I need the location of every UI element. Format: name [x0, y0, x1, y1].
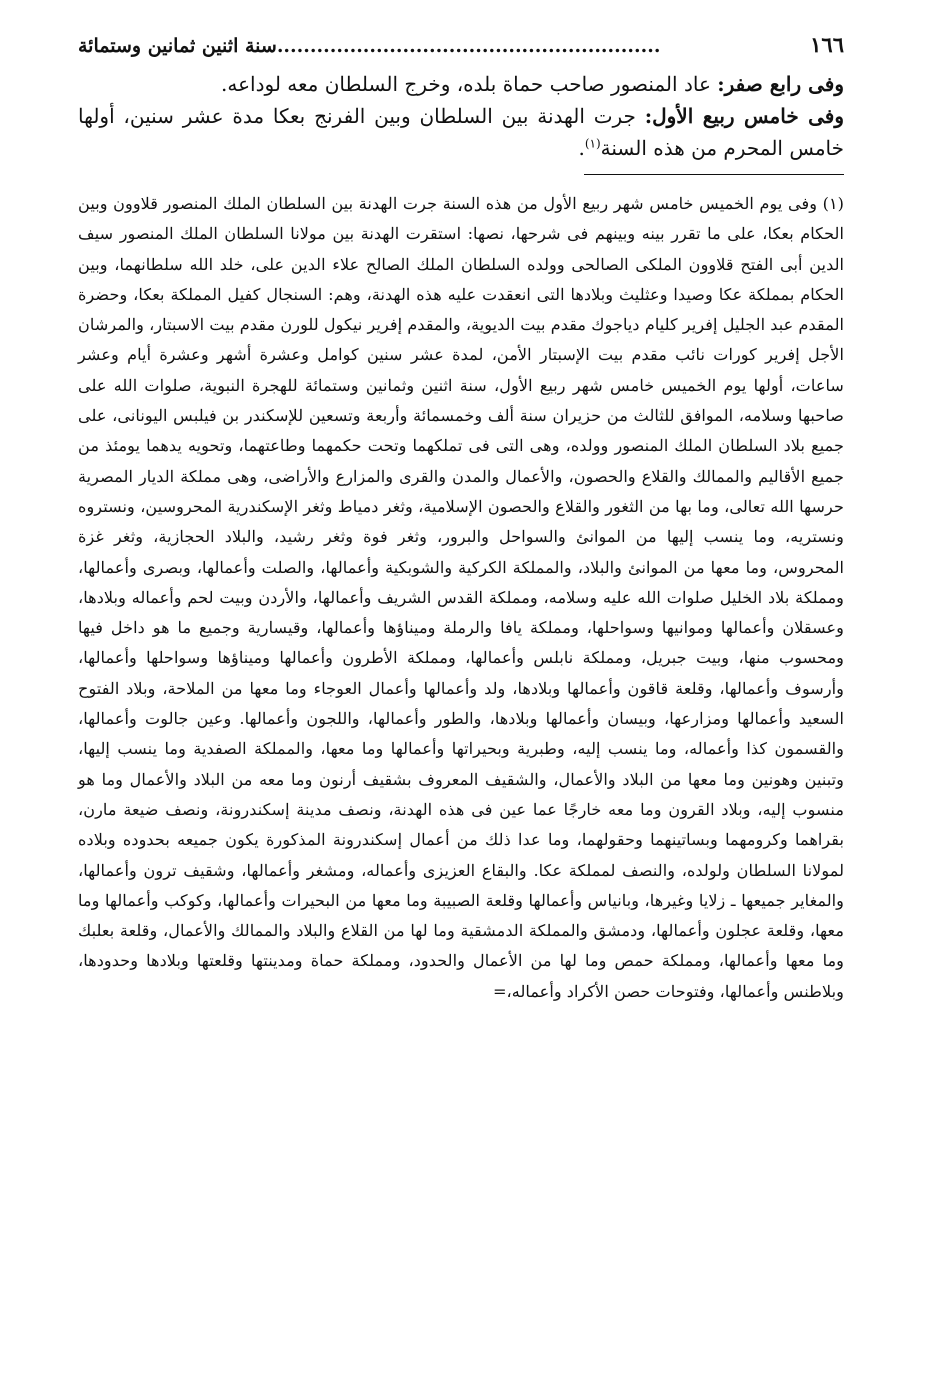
running-title: [78, 31, 660, 60]
footnote-reference[interactable]: (١): [584, 136, 601, 151]
footnote-separator: [584, 174, 844, 175]
main-text: [78, 68, 844, 164]
paragraph-rabi: [78, 100, 844, 164]
header-dots: ..........................................................: [276, 35, 661, 57]
paragraph-text: جرت الهدنة بين السلطان وبين الفرنج بعكا مدة عشر سنين، أولها خامس المحرم من هذه السنة: [78, 104, 844, 160]
paragraph-text: عاد المنصور صاحب حماة بلده، وخرج السلطان معه لوداعه.: [221, 72, 718, 96]
page-number: ١٦٦: [810, 32, 844, 57]
footnote-text: (١) وفى يوم الخميس خامس شهر ربيع الأول من هذه السنة جرت الهدنة بين السلطان الملك المنصور قلاوون وبين الحكام بعكا، على ما تقرر بينه وبينهم فى شرحها، نصها: استقرت الهدنة بين مولانا السلطان الملك المنصور سيف الدين أبى الفتح قلاوون الملكى الصالحى وولده السلطان الملك الصالح علاء الدين على، خلد الله سلطانهما، وبين الحكام بمملكة عكا وصيدا وعثليث وبلادها التى انعقدت عليه هذه الهدنة، وهم: السنجال كفيل المملكة بعكا، وحضرة المقدم عبد الجليل إفرير كليام دياجوك مقدم بيت الديوية، والمقدم إفرير نيكول للورن مقدم بيت الاسبتار، والمرشان الأجل إفرير كورات نائب مقدم بيت الإسبتار الأمن، لمدة عشر سنين كوامل وعشرة أشهر وعشرة أيام وعشر ساعات، أولها يوم الخميس خامس شهر ربيع الأول، سنة اثنين وثمانين وستمائة للهجرة النبوية، صلوات الله على صاحبها وسلامه، الموافق للثالث من حزيران سنة ألف وخمسمائة وأربعة وتسعين للإسكندر بن فيلبس اليونانى، على جميع بلاد السلطان الملك المنصور وولده، وهى التى فى تملكهما وتحت حكمهما وطاعتهما، وتحويه يدهما يومئذ من جميع الأقاليم والممالك والقلاع والحصون، والأعمال والمدن والقرى والمزارع والأراضى، وهى مملكة الديار المصرية حرسها الله تعالى، وما بها من الثغور والقلاع والحصون الإسلامية، وثغر دمياط وثغر الإسكندرية المحروسين، ونستروه ونستريه، وما ينسب إليها من الموانئ والسواحل والبرور، وثغر فوة وثغر رشيد، والبلاد الحجازية، وثغر غزة المحروس، وما معها من الموانئ والبلاد، والمملكة الكركية والشوبكية وأعمالها، والصلت وأعمالها، وبصرى وأعمالها، ومملكة بلاد الخليل صلوات الله عليه وسلامه، ومملكة القدس الشريف وأعمالها، والأردن وبيت لحم وأعماله وبلادها، وعسقلان وأعمالها وموانيها وسواحلها، ومملكة يافا والرملة وميناؤها وأعمالها، وقيسارية وجميع ما هو داخل فيها ومحسوب منها، وبيت جبريل، ومملكة نابلس وأعمالها، ومملكة الأطرون وأعمالها وميناؤها وسواحلها وأعمالها، وأرسوف وأعمالها، وقلعة قاقون وأعمالها وبلادها، ولد وأعمالها وأعمال العوجاء وما معها من الملاحة، وبلاد الفتوح السعيد وأعمالها ومزارعها، وبيسان وأعمالها وبلادها، والطور وأعمالها، واللجون وأعمالها. وعين جالوت وأعمالها، والقسمون كذا وأعماله، وما ينسب إليه، وطبرية وبحيراتها وأعمالها وما معها، والمملكة الصفدية وما ينسب إليها، وتبنين وهونين وما معها من البلاد والأعمال، والشقيف المعروف بشقيف أرنون وما معه من البلاد والأعمال وما هو منسوب إليه، وبلاد القرون وما معه خارجًا عما عين فى هذه الهدنة، ونصف مدينة إسكندرونة، ونصف ضيعة مارن، بقراهما وكرومهما وبساتينهما وحقولهما، وما عدا ذلك من أعمال إسكندرونة المذكورة يكون جميعه بحدوده وبلاده لمولانا السلطان ولولده، والنصف لمملكة عكا. والبقاع العزيزى وأعماله، ومشغر وأعمالها، وشقيف ترون وأعمالها، والمغاير جميعها ـ زلايا وغيرها، وبانياس وأعمالها وقلعة الصبيبة وما معها من البحيرات وأعمالها، وكوكب وأعمالها وما معها، وقلعة عجلون وأعمالها، ودمشق والمملكة الدمشقية وما لها من القلاع والبلاد والممالك والأعمال، وقلعة بعلبك وما معها وأعمالها، ومملكة حمص وما لها من الأعمال والحدود، ومملكة حماة ومدينتها وقلعتها وبلادها وحدودها، وبلاطنس وأعمالها، وفتوحات حصن الأكراد وأعماله،=: [78, 194, 844, 1001]
running-title-text: سنة اثنين ثمانين وستمائة: [78, 35, 277, 57]
paragraph-lead: وفى خامس ربيع الأول:: [644, 104, 844, 128]
paragraph-lead: وفى رابع صفر:: [717, 72, 844, 96]
paragraph-tail: .: [578, 136, 585, 160]
page-header: [78, 30, 844, 60]
footnote: [78, 189, 844, 1007]
paragraph-safar: [78, 68, 844, 100]
document-page: [78, 30, 844, 1350]
